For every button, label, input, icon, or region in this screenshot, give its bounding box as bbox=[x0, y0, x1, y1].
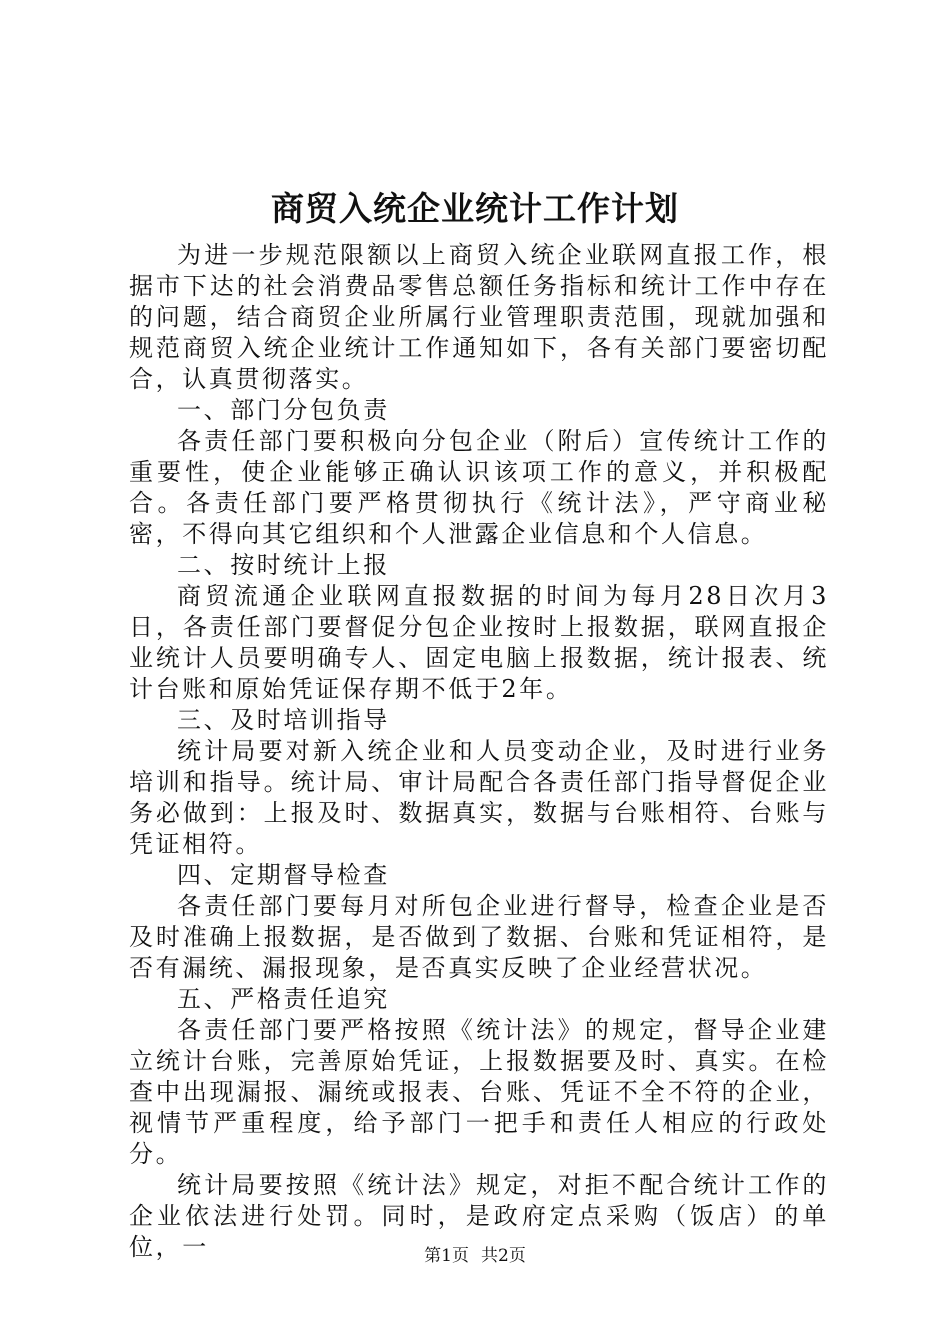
paragraph-section-1: 各责任部门要积极向分包企业（附后）宣传统计工作的重要性，使企业能够正确认识该项工作的意义，并积极配合。各责任部门要严格贯彻执行《统计法》，严守商业秘密，不得向其它组织和个人泄露企业信息和个人信息。 bbox=[129, 427, 829, 548]
paragraph-section-4: 各责任部门要每月对所包企业进行督导，检查企业是否及时准确上报数据，是否做到了数据、台账和凭证相符，是否有漏统、漏报现象，是否真实反映了企业经营状况。 bbox=[129, 892, 829, 982]
paragraph-intro: 为进一步规范限额以上商贸入统企业联网直报工作，根据市下达的社会消费品零售总额任务指标和统计工作中存在的问题，结合商贸企业所属行业管理职责范围，现就加强和规范商贸入统企业统计工作通知如下，各有关部门要密切配合，认真贯彻落实。 bbox=[129, 241, 829, 393]
page-total: 共2页 bbox=[481, 1246, 526, 1266]
document-body bbox=[129, 240, 829, 1263]
section-heading-5: 五、严格责任追究 bbox=[177, 985, 390, 1013]
paragraph-section-3: 统计局要对新入统企业和人员变动企业，及时进行业务培训和指导。统计局、审计局配合各责任部门指导督促企业务必做到：上报及时、数据真实，数据与台账相符、台账与凭证相符。 bbox=[129, 737, 829, 858]
paragraph-section-2: 商贸流通企业联网直报数据的时间为每月28日次月3日，各责任部门要督促分包企业按时上报数据，联网直报企业统计人员要明确专人、固定电脑上报数据，统计报表、统计台账和原始凭证保存期不低于2年。 bbox=[129, 582, 829, 703]
section-heading-3: 三、及时培训指导 bbox=[177, 706, 390, 734]
section-heading-1: 一、部门分包负责 bbox=[177, 396, 390, 424]
paragraph-section-5-continued: 统计局要按照《统计法》规定，对拒不配合统计工作的企业依法进行处罚。同时，是政府定点采购（饭店）的单位，一 bbox=[129, 1171, 829, 1261]
document-title: 商贸入统企业统计工作计划 bbox=[271, 189, 679, 228]
paragraph-section-5: 各责任部门要严格按照《统计法》的规定，督导企业建立统计台账，完善原始凭证，上报数据要及时、真实。在检查中出现漏报、漏统或报表、台账、凭证不全不符的企业，视情节严重程度，给予部门一把手和责任人相应的行政处分。 bbox=[129, 1016, 829, 1168]
page-number: 第1页 bbox=[424, 1246, 469, 1266]
section-heading-2: 二、按时统计上报 bbox=[177, 551, 390, 579]
section-heading-4: 四、定期督导检查 bbox=[177, 861, 390, 889]
page-footer bbox=[0, 1244, 950, 1268]
